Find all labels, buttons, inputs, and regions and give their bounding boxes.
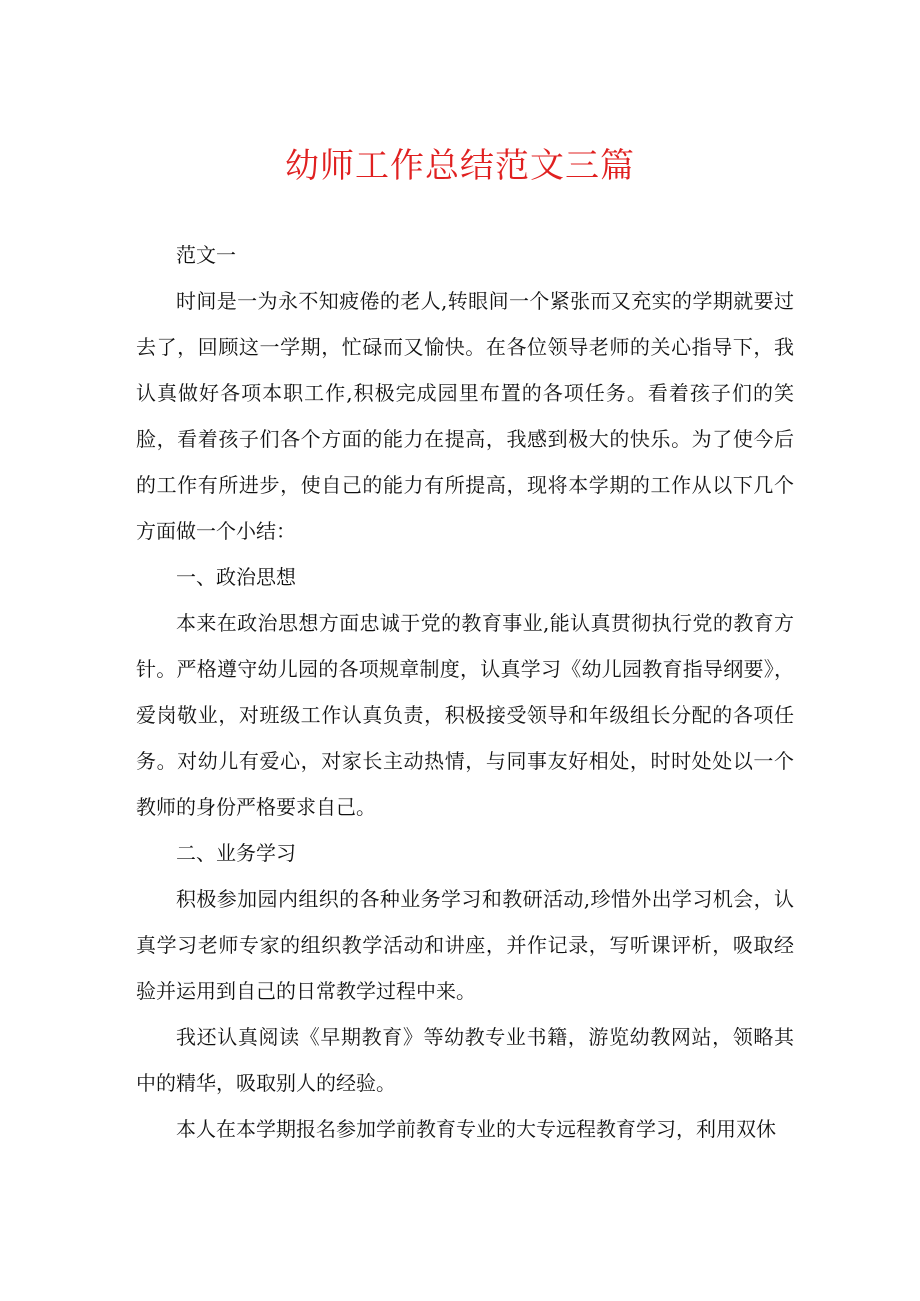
paragraph-politics: 本来在政治思想方面忠诚于党的教育事业,能认真贯彻执行党的教育方针。严格遵守幼儿园的各项规章制度，认真学习《幼儿园教育指导纲要》，爱岗敬业，对班级工作认真负责，积极接受领导和年级组长分配的各项任务。对幼儿有爱心，对家长主动热情，与同事友好相处，时时处处以一个教师的身份严格要求自己。 <box>136 611 794 819</box>
paragraph-intro: 时间是一为永不知疲倦的老人,转眼间一个紧张而又充实的学期就要过去了，回顾这一学期，忙碌而又愉快。在各位领导老师的关心指导下，我认真做好各项本职工作,积极完成园里布置的各项任务。看着孩子们的笑脸，看着孩子们各个方面的能力在提高，我感到极大的快乐。为了使今后的工作有所进步，使自己的能力有所提高，现将本学期的工作从以下几个方面做一个小结： <box>136 289 794 543</box>
section-heading-fanwen-1: 范文一 <box>176 243 236 267</box>
paragraph-study-3: 本人在本学期报名参加学前教育专业的大专远程教育学习，利用双休 <box>176 1117 776 1141</box>
document-title: 幼师工作总结范文三篇 <box>285 146 635 186</box>
document-body <box>136 232 794 1152</box>
paragraph-study-1: 积极参加园内组织的各种业务学习和教研活动,珍惜外出学习机会，认真学习老师专家的组织教学活动和讲座，并作记录，写听课评析，吸取经验并运用到自己的日常教学过程中来。 <box>136 887 794 1003</box>
paragraph-study-2: 我还认真阅读《早期教育》等幼教专业书籍，游览幼教网站，领略其中的精华，吸取别人的经验。 <box>136 1025 794 1095</box>
section-heading-study: 二、业务学习 <box>176 841 296 865</box>
section-heading-politics: 一、政治思想 <box>176 565 296 589</box>
